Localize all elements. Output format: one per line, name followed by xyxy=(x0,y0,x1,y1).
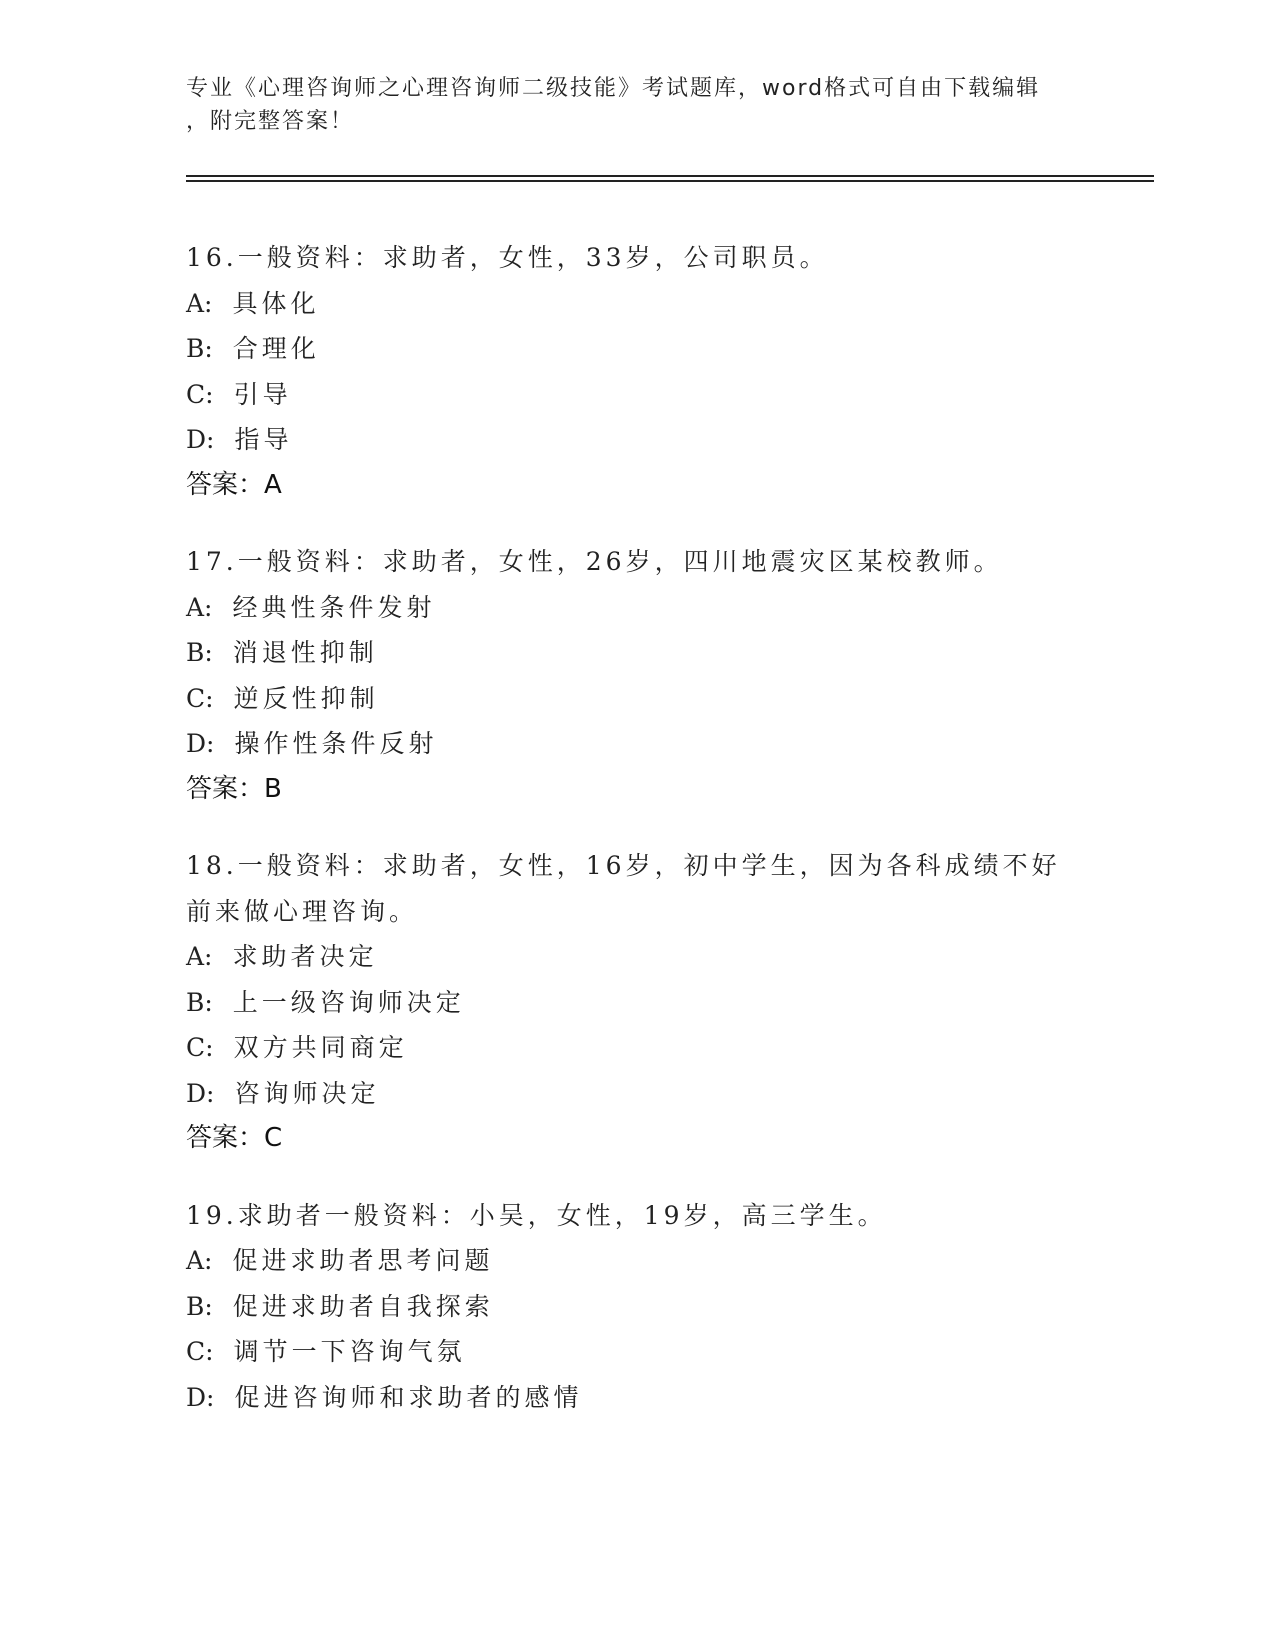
option-label: B: xyxy=(186,638,213,667)
option-d xyxy=(186,1375,1154,1421)
option-d xyxy=(186,721,1154,767)
option-b xyxy=(186,1284,1154,1330)
option-label: C: xyxy=(186,683,214,713)
option-text: 经典性条件发射 xyxy=(232,592,436,622)
option-text: 促进咨询师和求助者的感情 xyxy=(234,1382,583,1412)
option-label: D: xyxy=(186,1078,215,1108)
option-text: 消退性抑制 xyxy=(232,638,378,667)
header-line-1: 专业《心理咨询师之心理咨询师二级技能》考试题库，word格式可自由下载编辑 xyxy=(186,76,1041,101)
option-c xyxy=(186,372,1154,418)
option-a xyxy=(186,934,1154,980)
option-text: 引导 xyxy=(233,379,292,409)
header-line-2: ，附完整答案！ xyxy=(186,109,355,134)
option-label: B: xyxy=(186,334,213,363)
answer-line: 答案：B xyxy=(186,773,282,804)
question-17 xyxy=(186,539,1154,812)
question-19 xyxy=(186,1193,1154,1421)
question-list xyxy=(186,235,1154,1451)
option-label: D: xyxy=(186,729,215,758)
option-text: 促进求助者思考问题 xyxy=(232,1246,494,1275)
option-label: C: xyxy=(186,379,214,409)
option-label: A: xyxy=(186,1246,213,1275)
question-16 xyxy=(186,235,1154,508)
option-b xyxy=(186,326,1154,372)
option-label: B: xyxy=(186,987,213,1017)
option-b xyxy=(186,630,1154,676)
option-text: 咨询师决定 xyxy=(234,1078,380,1108)
header-divider-bottom xyxy=(186,180,1154,182)
option-a xyxy=(186,585,1154,631)
option-text: 上一级咨询师决定 xyxy=(232,987,465,1017)
document-header xyxy=(186,72,1086,138)
option-a xyxy=(186,281,1154,327)
option-label: B: xyxy=(186,1291,213,1321)
option-label: C: xyxy=(186,1033,214,1062)
option-text: 合理化 xyxy=(232,334,320,363)
option-text: 指导 xyxy=(234,425,293,454)
option-text: 具体化 xyxy=(232,288,320,318)
option-b xyxy=(186,980,1154,1026)
option-c xyxy=(186,1025,1154,1071)
question-stem: 18.一般资料：求助者，女性，16岁，初中学生，因为各科成绩不好前来做心理咨询。 xyxy=(186,851,1061,926)
answer-line: 答案：C xyxy=(186,1123,283,1153)
answer-line: 答案：A xyxy=(186,469,282,500)
option-text: 促进求助者自我探索 xyxy=(232,1291,494,1321)
option-a xyxy=(186,1238,1154,1284)
question-18 xyxy=(186,843,1154,1162)
option-text: 调节一下咨询气氛 xyxy=(233,1337,466,1366)
question-stem: 19.求助者一般资料：小吴，女性，19岁，高三学生。 xyxy=(186,1200,887,1230)
option-text: 求助者决定 xyxy=(232,942,378,971)
option-label: C: xyxy=(186,1337,214,1366)
option-c xyxy=(186,1329,1154,1375)
option-text: 操作性条件反射 xyxy=(234,729,438,758)
option-label: D: xyxy=(186,425,215,454)
option-label: A: xyxy=(186,592,213,622)
option-label: A: xyxy=(186,288,213,318)
option-d xyxy=(186,417,1154,463)
question-stem: 16.一般资料：求助者，女性，33岁，公司职员。 xyxy=(186,243,829,272)
option-label: D: xyxy=(186,1382,215,1412)
option-label: A: xyxy=(186,942,213,971)
option-c xyxy=(186,676,1154,722)
header-divider-top xyxy=(186,175,1154,177)
option-text: 双方共同商定 xyxy=(233,1033,408,1062)
question-stem: 17.一般资料：求助者，女性，26岁，四川地震灾区某校教师。 xyxy=(186,547,1003,576)
option-d xyxy=(186,1071,1154,1117)
option-text: 逆反性抑制 xyxy=(233,683,379,713)
